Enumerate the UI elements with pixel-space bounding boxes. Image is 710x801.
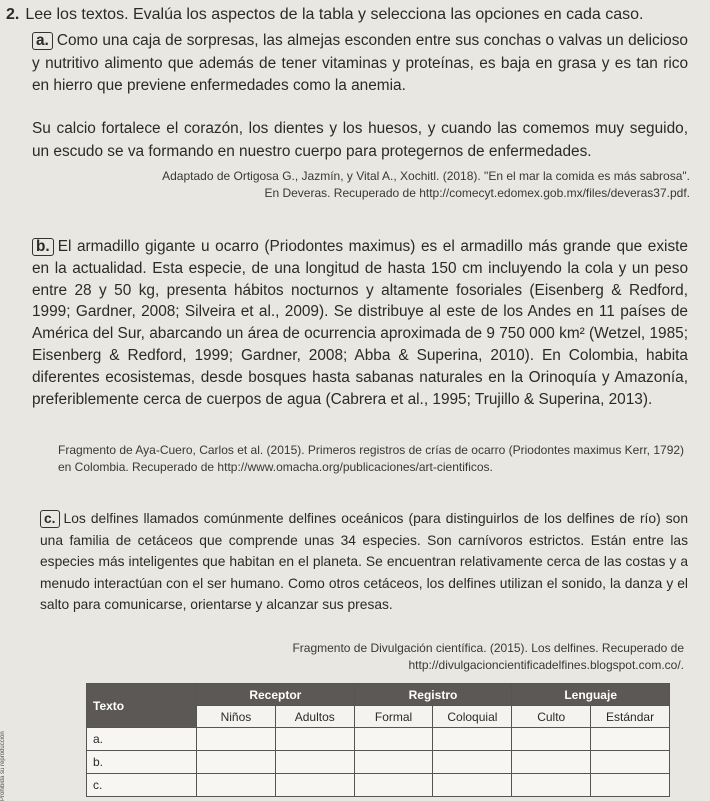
text-a bbox=[32, 30, 688, 98]
cell-coloquial[interactable] bbox=[433, 774, 512, 797]
evaluation-table bbox=[86, 683, 670, 797]
question-header bbox=[6, 6, 644, 24]
cell-formal[interactable] bbox=[354, 751, 433, 774]
text-b-label: b. bbox=[32, 238, 54, 256]
cell-culto[interactable] bbox=[512, 751, 591, 774]
subheader-formal: Formal bbox=[354, 706, 433, 728]
table-row bbox=[87, 751, 670, 774]
text-c bbox=[40, 508, 688, 616]
cell-estandar[interactable] bbox=[591, 751, 670, 774]
side-copyright-note: Prohibida su reproducción bbox=[0, 731, 6, 801]
subheader-adultos: Adultos bbox=[275, 706, 354, 728]
subheader-culto: Culto bbox=[512, 706, 591, 728]
text-a-paragraph-1: Como una caja de sorpresas, las almejas esconden entre sus conchas o valvas un delicioso y nutritivo alimento que además de tener vitaminas y proteínas, es baja en grasa y es tan rico en hierro que previene enfermedades como la anemia. bbox=[32, 32, 688, 94]
cell-adultos[interactable] bbox=[275, 728, 354, 751]
cell-formal[interactable] bbox=[354, 728, 433, 751]
cell-estandar[interactable] bbox=[591, 774, 670, 797]
header-texto: Texto bbox=[87, 684, 197, 728]
table-row bbox=[87, 728, 670, 751]
text-a-label: a. bbox=[32, 32, 53, 50]
text-a-paragraph-2: Su calcio fortalece el corazón, los dientes y los huesos, y cuando las comemos muy seguido, un escudo se va formando en nuestro cuerpo para protegernos de enfermedades. bbox=[32, 120, 688, 160]
cell-coloquial[interactable] bbox=[433, 751, 512, 774]
cell-ninos[interactable] bbox=[197, 728, 276, 751]
row-label-b: b. bbox=[87, 751, 197, 774]
cell-adultos[interactable] bbox=[275, 751, 354, 774]
header-lenguaje: Lenguaje bbox=[512, 684, 670, 706]
text-b bbox=[32, 236, 688, 410]
cell-estandar[interactable] bbox=[591, 728, 670, 751]
subheader-ninos: Niños bbox=[197, 706, 276, 728]
cell-culto[interactable] bbox=[512, 728, 591, 751]
subheader-estandar: Estándar bbox=[591, 706, 670, 728]
text-c-label: c. bbox=[40, 510, 60, 528]
subheader-coloquial: Coloquial bbox=[433, 706, 512, 728]
cell-culto[interactable] bbox=[512, 774, 591, 797]
text-b-source: Fragmento de Aya-Cuero, Carlos et al. (2015). Primeros registros de crías de ocarro (Priodontes maximus Kerr, 1792) en Colombia. Recuperado de http://www.omacha.org/publicaciones/art-cientificos. bbox=[58, 443, 685, 474]
cell-adultos[interactable] bbox=[275, 774, 354, 797]
header-registro: Registro bbox=[354, 684, 512, 706]
cell-formal[interactable] bbox=[354, 774, 433, 797]
question-number: 2. bbox=[6, 6, 20, 23]
text-c-paragraph: Los delfines llamados comúnmente delfines oceánicos (para distinguirlos de los delfines de río) son una familia de cetáceos que comprende unas 34 especies. Son carnívoros estrictos. Están entre las especies más inteligentes que habitan en el planeta. Se encuentran relativamente cerca de las costas y a menudo interactúan con el ser humano. Como otros cetáceos, los delfines utilizan el sonido, la danza y el salto para comunicarse, orientarse y alcanzar sus presas. bbox=[40, 511, 688, 612]
text-a-source: Adaptado de Ortigosa G., Jazmín, y Vital A., Xochitl. (2018). "En el mar la comida es más sabrosa". En Deveras. Recuperado de http://comecyt.edomex.gob.mx/files/deveras37.pdf. bbox=[162, 169, 690, 200]
row-label-a: a. bbox=[87, 728, 197, 751]
text-c-source: Fragmento de Divulgación científica. (2015). Los delfines. Recuperado de http://divulgacioncientificadelfines.blogspot.com.co/. bbox=[292, 641, 684, 672]
table-row bbox=[87, 774, 670, 797]
cell-ninos[interactable] bbox=[197, 774, 276, 797]
row-label-c: c. bbox=[87, 774, 197, 797]
cell-coloquial[interactable] bbox=[433, 728, 512, 751]
table-header-row bbox=[87, 684, 670, 706]
header-receptor: Receptor bbox=[197, 684, 355, 706]
cell-ninos[interactable] bbox=[197, 751, 276, 774]
question-prompt: Lee los textos. Evalúa los aspectos de la tabla y selecciona las opciones en cada caso. bbox=[25, 6, 644, 23]
text-b-paragraph: El armadillo gigante u ocarro (Priodontes maximus) es el armadillo más grande que existe en la actualidad. Esta especie, de una longitud de hasta 150 cm incluyendo la cola y un peso entre 28 y 50 kg, presenta hábitos nocturnos y altamente fosoriales (Eisenberg & Redford, 1999; Gardner, 2008; Silveira et al., 2009). Se distribuye al este de los Andes en 11 países de América del Sur, abarcando un área de ocurrencia aproximada de 9 750 000 km² (Wetzel, 1985; Eisenberg & Redford, 1999; Gardner, 2008; Abba & Superina, 2010). En Colombia, habita diferentes ecosistemas, desde bosques hasta sabanas naturales en la Orinoquía y Amazonía, preferiblemente cerca de cuerpos de agua (Cabrera et al., 1995; Trujillo & Superina, 2013). bbox=[32, 238, 688, 408]
